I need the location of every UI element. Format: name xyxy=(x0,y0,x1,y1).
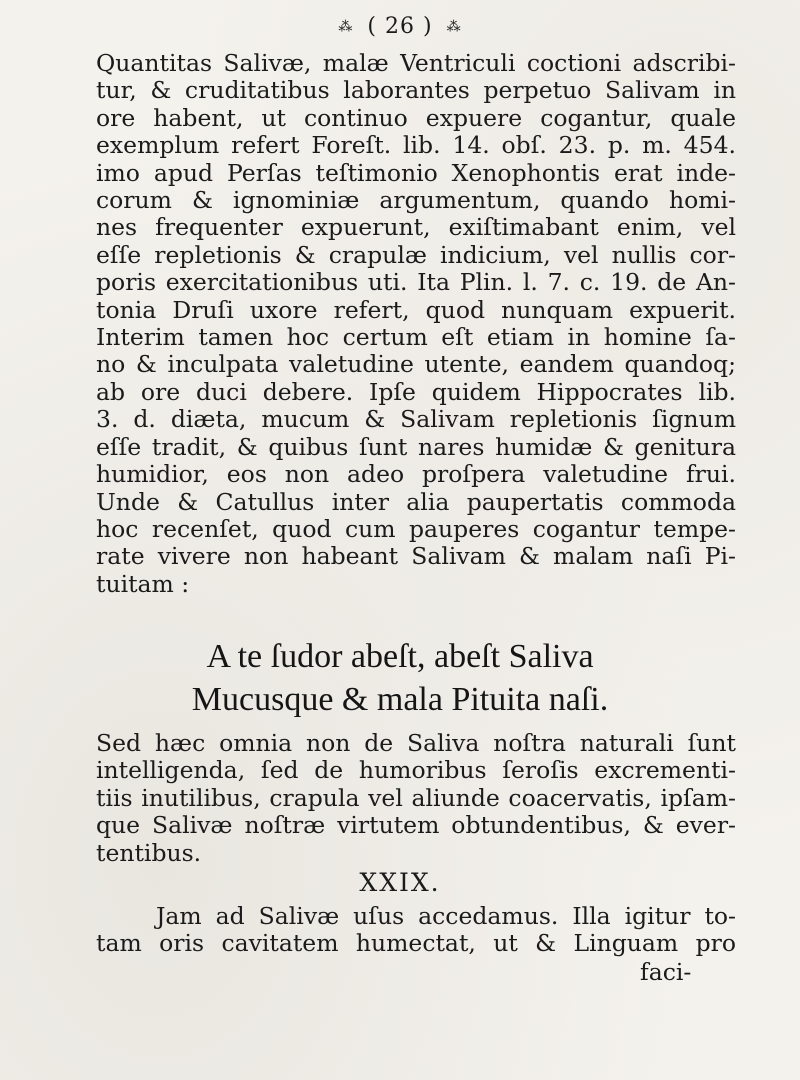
text-line: Sed hæc omnia non de Saliva noſtra naturali ſunt xyxy=(96,729,736,757)
paragraph-3 xyxy=(96,903,736,958)
ornament-right-icon: ⁂ xyxy=(446,19,462,35)
text-line: Jam ad Salivæ uſus accedamus. Illa igitur to- xyxy=(156,902,736,930)
text-line: tiis inutilibus, crapula vel aliunde coacervatis, ipſam- xyxy=(96,783,736,812)
text-line: corum & ignominiæ argumentum, quando homi- xyxy=(96,186,736,215)
text-line: tur, & cruditatibus laborantes perpetuo Salivam in xyxy=(96,76,736,105)
section-heading: XXIX. xyxy=(359,868,441,897)
text-line: tuitam : xyxy=(96,569,190,598)
text-line: rate vivere non habeant Salivam & malam naſi Pi- xyxy=(96,542,736,571)
text-line: tam oris cavitatem humectat, ut & Linguam pro xyxy=(96,929,736,958)
page-number: ( 26 ) xyxy=(367,14,433,39)
text-line: tentibus. xyxy=(96,838,202,867)
verse-line-1: A te ſudor abeſt, abeſt Saliva xyxy=(206,638,594,675)
text-line: Interim tamen hoc certum eſt etiam in homine ſa- xyxy=(96,323,736,352)
text-line: tonia Druſi uxore refert, quod nunquam expuerit. xyxy=(96,295,736,324)
text-line: no & inculpata valetudine utente, eandem quandoq; xyxy=(96,350,736,379)
text-line: eſſe tradit, & quibus ſunt nares humidæ & genitura xyxy=(96,432,736,461)
text-line: hoc recenſet, quod cum pauperes cogantur tempe- xyxy=(96,514,736,543)
text-line: eſſe repletionis & crapulæ indicium, vel nullis cor- xyxy=(96,240,736,269)
verse-line-2: Mucusque & mala Pituita naſi. xyxy=(191,681,609,718)
page-header xyxy=(0,14,800,39)
text-line: 3. d. diæta, mucum & Salivam repletionis ſignum xyxy=(96,405,736,434)
ornament-left-icon: ⁂ xyxy=(338,19,354,35)
text-line: humidior, eos non adeo proſpera valetudine frui. xyxy=(96,460,736,489)
catchword: faci- xyxy=(640,958,692,986)
text-line: nes frequenter expuerunt, exiſtimabant enim, vel xyxy=(96,213,736,242)
text-line: exemplum refert Foreſt. lib. 14. obſ. 23. p. m. 454. xyxy=(96,131,736,160)
text-line: Quantitas Salivæ, malæ Ventriculi coctioni adscribi- xyxy=(96,49,736,77)
text-line: intelligenda, ſed de humoribus ſeroſis excrementi- xyxy=(96,756,736,785)
paragraph-2 xyxy=(96,730,736,867)
text-line: imo apud Perſas teſtimonio Xenophontis erat inde- xyxy=(96,158,736,187)
text-line: Unde & Catullus inter alia paupertatis commoda xyxy=(96,487,736,516)
text-line: que Salivæ noſtræ virtutem obtundentibus, & ever- xyxy=(96,811,736,840)
text-line: poris exercitationibus uti. Ita Plin. l. 7. c. 19. de An- xyxy=(96,268,736,297)
text-line: ab ore duci debere. Ipſe quidem Hippocrates lib. xyxy=(96,377,736,406)
paragraph-1 xyxy=(96,50,736,598)
text-line: ore habent, ut continuo expuere cogantur, quale xyxy=(96,103,736,132)
